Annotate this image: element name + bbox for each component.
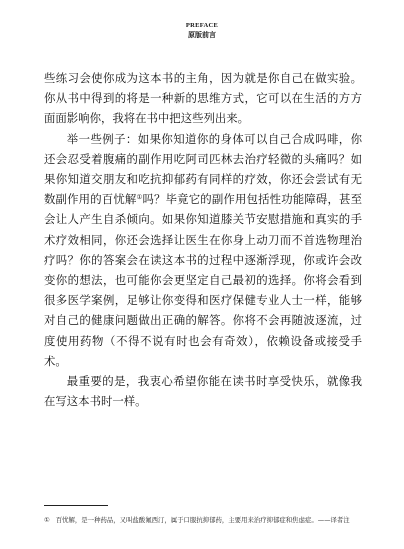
paragraph-closing: 最重要的是，我衷心希望你能在读书时享受快乐，就像我在写这本书时一样。 [44, 374, 362, 409]
footnote-reference-marker: ① [136, 193, 143, 202]
footnote-marker: ① [44, 516, 50, 524]
paragraph-examples [44, 129, 362, 371]
paragraph-continued: 些练习会使你成为这本书的主角，因为就是你自己在做实验。你从书中得到的将是一种新的思维方式，它可以在生活的方方面面影响你，我将在书中把这些列出来。 [44, 71, 362, 126]
running-header-chinese: 原版前言 [188, 31, 216, 39]
running-header [0, 22, 404, 40]
body-text [44, 68, 362, 411]
paragraph-examples-text-after-note: 吗？毕竟它的副作用包括性功能障碍，甚至会让人产生自杀倾向。如果你知道膝关节安慰措施和真实的手术疗效相同，你还会选择让医生在你身上动刀而不首选物理治疗吗？你的答案会在读这本书的过程中逐渐浮现，你或许会改变你的想法，也可能你会更坚定自己最初的选择。你将会看到很多医学案例，足够让你变得和医疗保健专业人士一样，能够对自己的健康问题做出正确的解答。你将不会再随波逐流，过度使用药物（不得不说有时也会有奇效），依赖设备或接受手术。 [44, 192, 362, 368]
paragraph-examples-text-before-note: 举一些例子：如果你知道你的身体可以自己合成吗啡，你还会忍受着腹痛的副作用吃阿司匹林去治疗轻微的头痛吗？如果你知道交朋友和吃抗抑郁药有同样的疗效，你还会尝试有无数副作用的百忧解 [44, 131, 362, 207]
footnote-separator-line [44, 505, 108, 506]
running-header-english: PREFACE [185, 22, 219, 29]
footnote-text: 百忧解，是一种药品，又叫盐酸氟西汀，属于口服抗抑郁药，主要用来治疗抑郁症和焦虑症。——译者注 [55, 516, 350, 524]
footnote [44, 515, 362, 526]
